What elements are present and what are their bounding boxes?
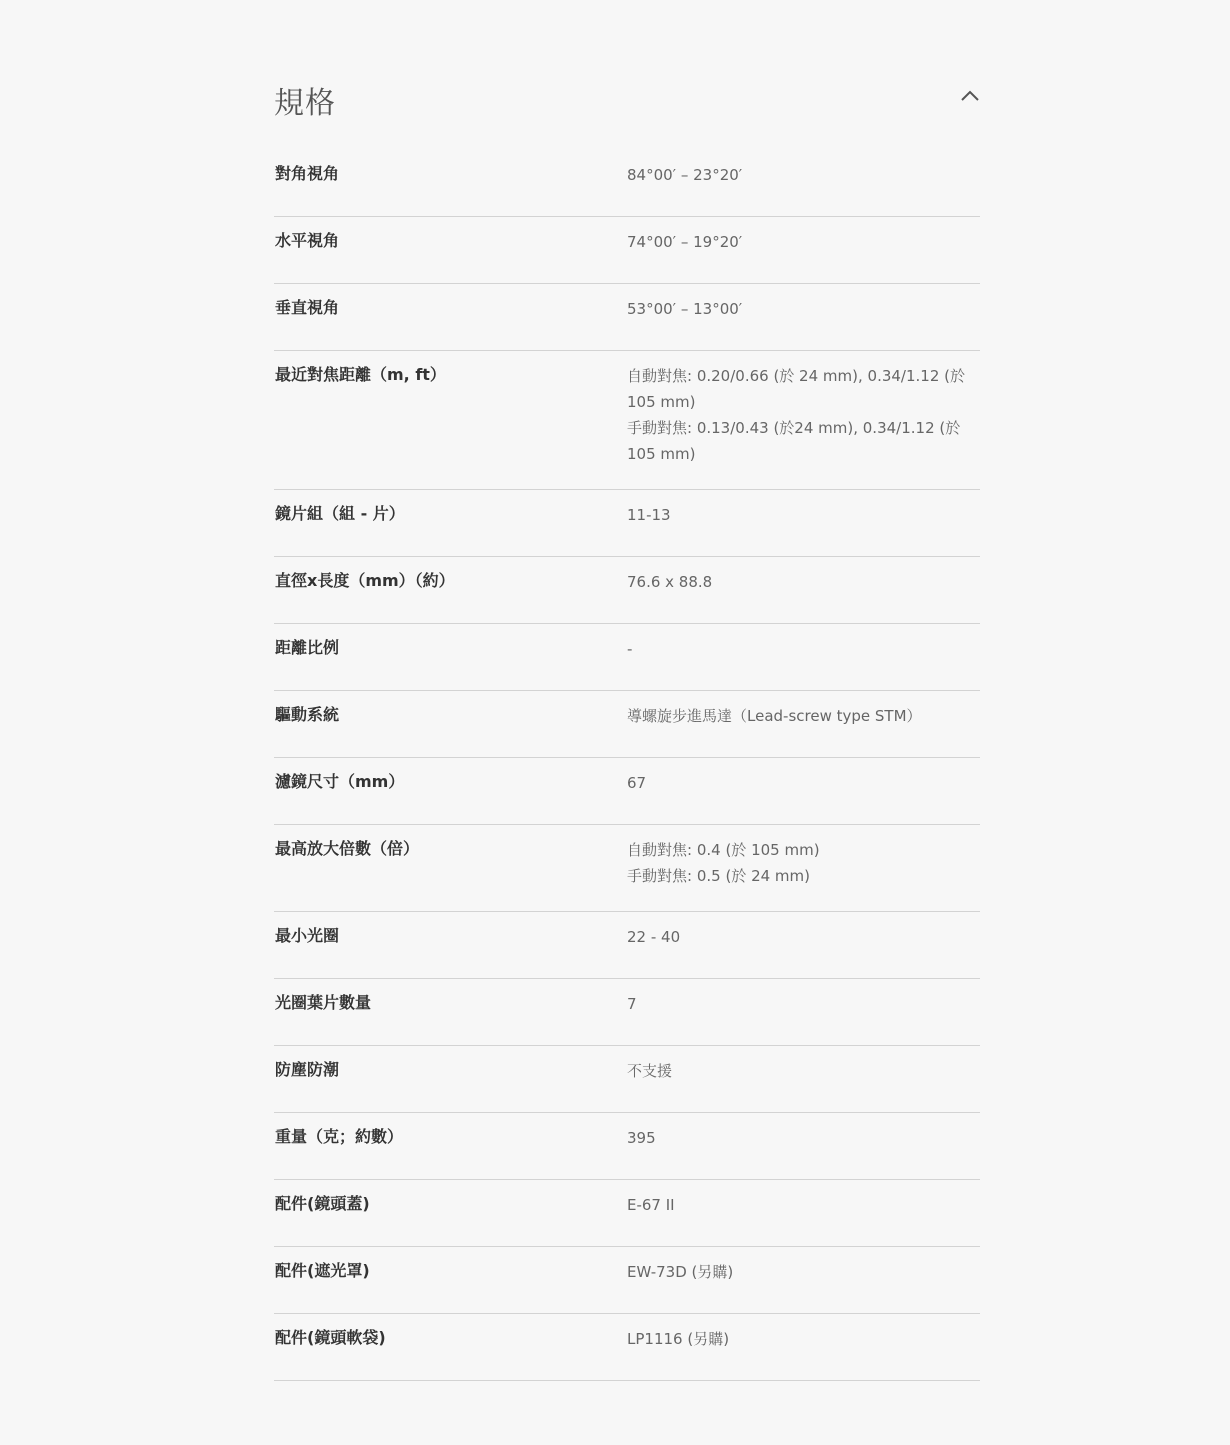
spec-value-line: 手動對焦: 0.5 (於 24 mm) [627,867,810,885]
spec-row [274,979,980,1046]
spec-value [627,363,979,467]
section-header[interactable] [274,0,980,150]
spec-row [274,691,980,758]
spec-row [274,912,980,979]
spec-label: 濾鏡尺寸（mm） [275,772,405,791]
spec-value [627,1326,979,1352]
specifications-section [274,0,980,1381]
spec-value-line: 53°00′ – 13°00′ [627,300,743,318]
spec-value [627,1259,979,1285]
spec-row [274,624,980,691]
spec-row [274,284,980,351]
spec-value-line: 導螺旋步進馬達（Lead-screw type STM） [627,707,922,725]
spec-value [627,162,979,188]
spec-value [627,229,979,255]
spec-value-line: 74°00′ – 19°20′ [627,233,743,251]
spec-label: 垂直視角 [275,298,340,317]
spec-value [627,1058,979,1084]
spec-label: 光圈葉片數量 [275,993,372,1012]
spec-label: 鏡片組（組 - 片） [275,504,405,523]
spec-value-line: EW-73D (另購) [627,1263,734,1281]
spec-label: 直徑x長度（mm）（約） [275,571,455,590]
spec-row [274,1247,980,1314]
spec-label: 對角視角 [275,164,340,183]
spec-row [274,825,980,912]
spec-value [627,924,979,950]
spec-value [627,703,979,729]
spec-label: 配件(鏡頭軟袋) [275,1328,386,1347]
spec-value-line: 不支援 [627,1062,673,1080]
section-title: 規格 [274,86,336,121]
spec-value [627,991,979,1017]
spec-row [274,758,980,825]
spec-value [627,1125,979,1151]
chevron-up-icon[interactable] [960,86,980,106]
spec-row [274,490,980,557]
spec-label: 配件(鏡頭蓋) [275,1194,370,1213]
spec-value-line: LP1116 (另購) [627,1330,730,1348]
spec-label: 最小光圈 [275,926,340,945]
spec-row [274,1180,980,1247]
spec-row [274,557,980,624]
spec-value-line: 自動對焦: 0.4 (於 105 mm) [627,841,820,859]
spec-value [627,1192,979,1218]
spec-label: 配件(遮光罩) [275,1261,370,1280]
spec-row [274,217,980,284]
spec-value-line: 手動對焦: 0.13/0.43 (於24 mm), 0.34/1.12 (於105 mm) [627,419,961,463]
spec-label: 驅動系統 [275,705,340,724]
spec-label: 最近對焦距離（m, ft） [275,365,446,384]
spec-row [274,1314,980,1381]
spec-value-line: E-67 II [627,1196,675,1214]
spec-label: 最高放大倍數（倍） [275,839,420,858]
spec-value [627,636,979,662]
spec-label: 重量（克；約數） [275,1127,404,1146]
spec-label: 距離比例 [275,638,340,657]
spec-value [627,837,979,889]
spec-value [627,296,979,322]
spec-row [274,150,980,217]
spec-value [627,502,979,528]
spec-value [627,770,979,796]
spec-row [274,1046,980,1113]
spec-label: 防塵防潮 [275,1060,340,1079]
spec-value-line: 22 - 40 [627,928,681,946]
spec-table [274,150,980,1381]
spec-value-line: 11-13 [627,506,671,524]
spec-label: 水平視角 [275,231,340,250]
spec-value-line: 7 [627,995,637,1013]
spec-value [627,569,979,595]
spec-row [274,351,980,490]
spec-row [274,1113,980,1180]
spec-value-line: 76.6 x 88.8 [627,573,713,591]
spec-value-line: 84°00′ – 23°20′ [627,166,743,184]
spec-value-line: 自動對焦: 0.20/0.66 (於 24 mm), 0.34/1.12 (於 105 mm) [627,367,965,411]
spec-value-line: - [627,640,633,658]
spec-value-line: 395 [627,1129,656,1147]
spec-value-line: 67 [627,774,647,792]
